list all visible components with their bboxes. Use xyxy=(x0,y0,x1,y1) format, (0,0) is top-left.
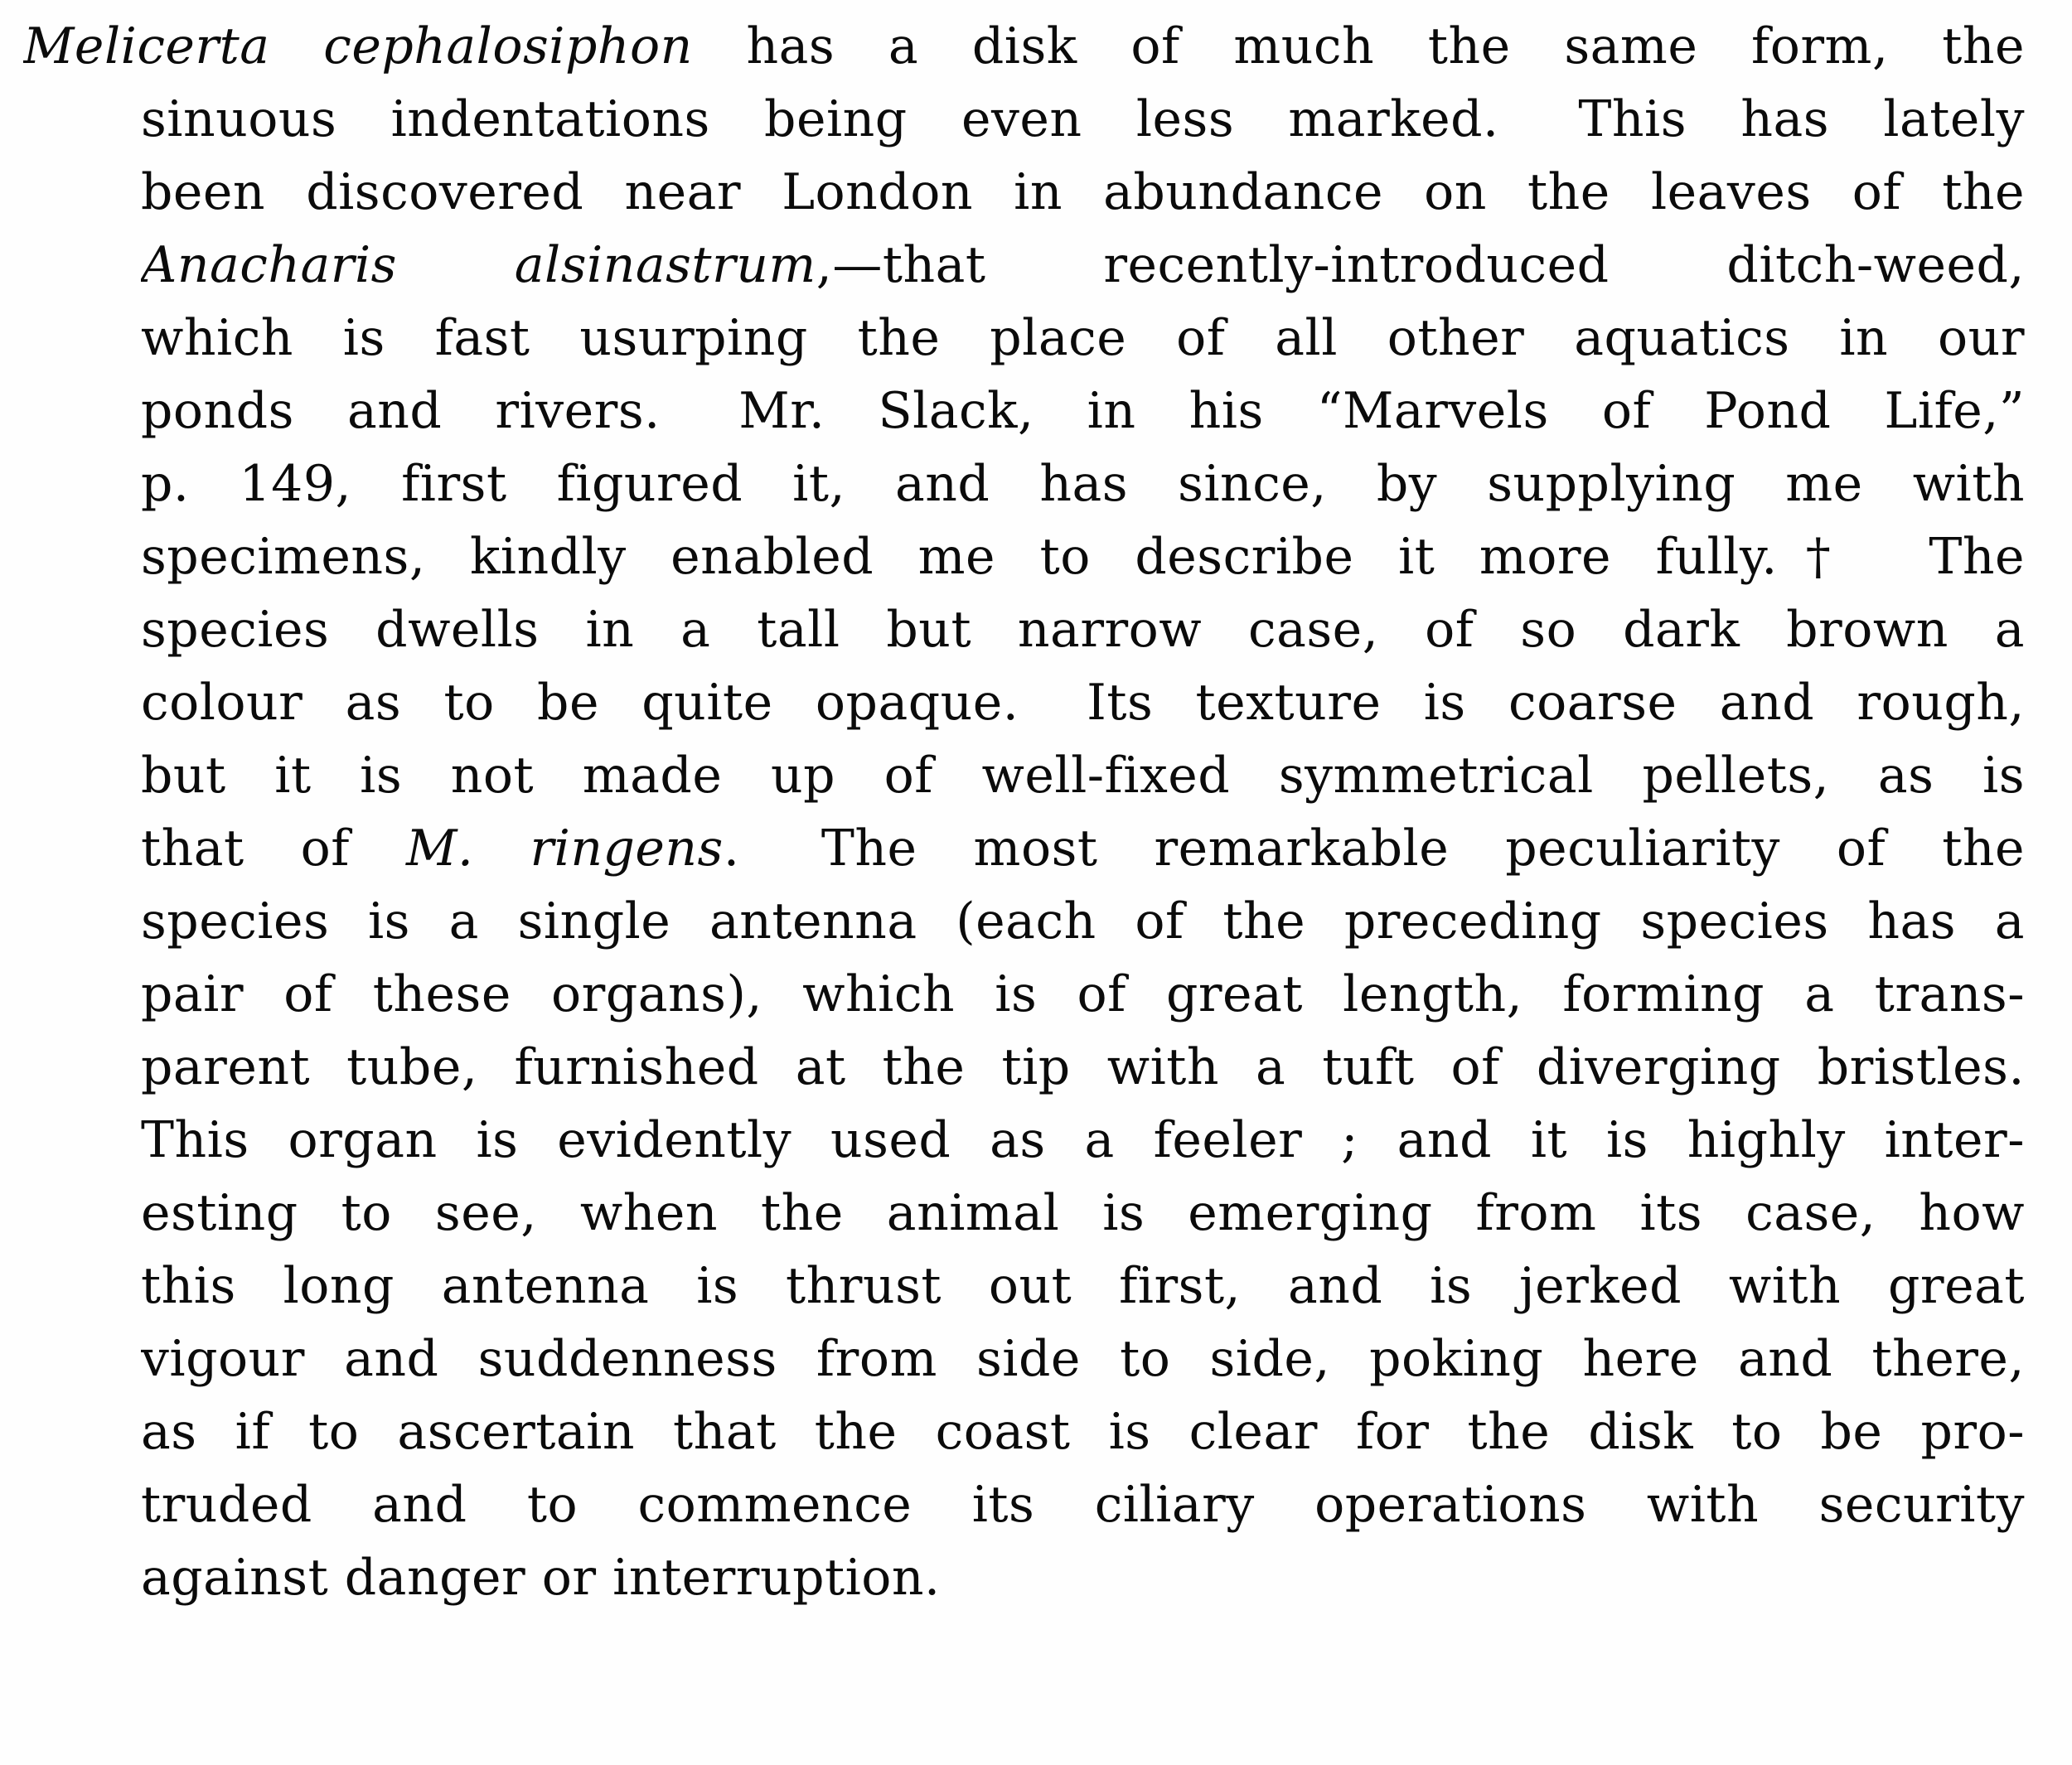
text-line xyxy=(141,1104,2025,1177)
text-segment: this long antenna is thrust out first, and is jerked with great xyxy=(141,1257,2025,1315)
paragraph xyxy=(23,10,2025,1614)
text-line xyxy=(141,1250,2025,1323)
text-segment: as if to ascertain that the coast is clear for the disk to be pro- xyxy=(141,1403,2025,1461)
text-segment: pair of these organs), which is of great length, forming a trans- xyxy=(141,965,2025,1023)
text-segment: truded and to commence its ciliary operations with security xyxy=(141,1476,2025,1534)
text-line xyxy=(141,666,2025,739)
italic-text-segment: M. ringens xyxy=(405,820,724,878)
text-segment: but it is not made up of well-fixed symmetrical pellets, as is xyxy=(141,747,2025,805)
text-line xyxy=(141,447,2025,520)
text-segment: ,—that recently-introduced ditch-weed, xyxy=(816,236,2025,294)
text-segment: which is fast usurping the place of all other aquatics in our xyxy=(141,309,2025,367)
text-segment: p. 149, first figured it, and has since, by supplying me with xyxy=(141,455,2025,513)
text-line xyxy=(141,1541,2025,1614)
text-line xyxy=(141,1323,2025,1395)
text-segment: This organ is evidently used as a feeler ; and it is highly inter- xyxy=(141,1111,2025,1169)
text-line xyxy=(141,885,2025,958)
text-line xyxy=(141,593,2025,666)
text-line xyxy=(141,229,2025,302)
text-segment: against danger or interruption. xyxy=(141,1549,941,1607)
text-line xyxy=(141,1468,2025,1541)
text-line xyxy=(141,156,2025,229)
text-segment: species dwells in a tall but narrow case, of so dark brown a xyxy=(141,601,2025,659)
text-line xyxy=(23,10,2025,83)
italic-text-segment: Anacharis alsinastrum xyxy=(141,236,816,294)
text-line xyxy=(141,739,2025,812)
text-line xyxy=(141,812,2025,885)
text-segment: has a disk of much the same form, the xyxy=(692,17,2025,75)
text-segment: esting to see, when the animal is emerging from its case, how xyxy=(141,1184,2025,1242)
text-segment: . The most remarkable peculiarity of the xyxy=(723,820,2025,878)
text-segment: colour as to be quite opaque. Its texture is coarse and rough, xyxy=(141,674,2025,732)
text-segment: that of xyxy=(141,820,406,878)
text-line xyxy=(141,958,2025,1031)
text-line xyxy=(141,302,2025,375)
text-segment: species is a single antenna (each of the preceding species has a xyxy=(141,892,2025,950)
text-line xyxy=(141,520,2025,593)
text-line xyxy=(141,1395,2025,1468)
text-segment: sinuous indentations being even less marked. This has lately xyxy=(141,90,2025,148)
text-segment: parent tube, furnished at the tip with a tuft of diverging bristles. xyxy=(141,1038,2025,1096)
italic-text-segment: Melicerta cephalosiphon xyxy=(23,17,693,75)
text-line xyxy=(141,83,2025,156)
text-segment: vigour and suddenness from side to side, poking here and there, xyxy=(141,1330,2025,1388)
text-segment: ponds and rivers. Mr. Slack, in his “Marvels of Pond Life,” xyxy=(141,382,2025,440)
text-segment: specimens, kindly enabled me to describe it more fully.† The xyxy=(141,528,2025,586)
text-line xyxy=(141,375,2025,447)
text-segment: been discovered near London in abundance on the leaves of the xyxy=(141,163,2025,221)
text-line xyxy=(141,1177,2025,1250)
text-line xyxy=(141,1031,2025,1104)
